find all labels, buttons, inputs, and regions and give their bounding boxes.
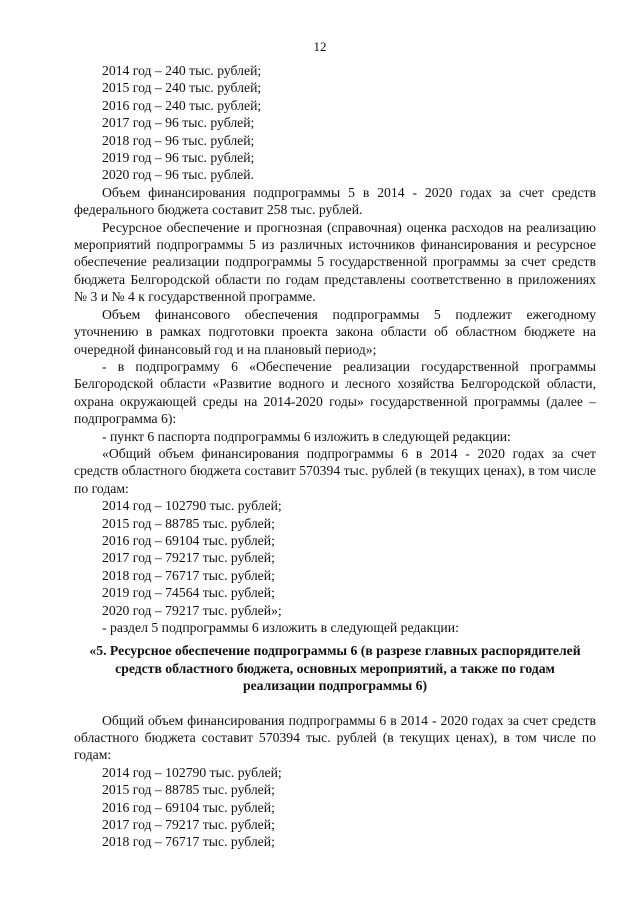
- paragraph-passport-item6: - пункт 6 паспорта подпрограммы 6 изложить в следующей редакции:: [102, 428, 511, 444]
- paragraph-resource-forecast: Ресурсное обеспечение и прогнозная (справочная) оценка расходов на реализацию мероприятий подпрограммы 5 из различных источников финансирования и ресурсное обеспечение реализации подпрограммы 5 государственной программы за счет средств бюджета Белгородской области по годам представлены соответственно в приложениях № 3 и № 4 к государственной программе.: [74, 219, 596, 305]
- page-number: 12: [313, 39, 327, 54]
- year-line: 2019 год – 96 тыс. рублей;: [102, 150, 255, 166]
- year-line: 2017 год – 79217 тыс. рублей;: [102, 550, 275, 566]
- paragraph-federal-funding: Объем финансирования подпрограммы 5 в 2014 - 2020 годах за счет средств федерального бюджета составит 258 тыс. рублей.: [74, 184, 596, 218]
- paragraph-subprogram6-intro: - в подпрограмму 6 «Обеспечение реализации государственной программы Белгородской области «Развитие водного и лесного хозяйства Белгородской области, охрана окружающей среды на 2014-2020 годы» государственной программы (далее – подпрограмма 6):: [74, 358, 596, 427]
- year-line: 2015 год – 88785 тыс. рублей;: [102, 515, 275, 531]
- paragraph-annual-clarification: Объем финансового обеспечения подпрограммы 5 подлежит ежегодному уточнению в рамках подготовки проекта закона области об областном бюджете на очередной финансовый год и на плановый период»;: [74, 306, 596, 357]
- year-line: 2016 год – 69104 тыс. рублей;: [102, 799, 275, 815]
- paragraph-total-funding-quote: «Общий объем финансирования подпрограммы 6 в 2014 - 2020 годах за счет средств областного бюджета составит 570394 тыс. рублей (в текущих ценах), в том числе по годам:: [74, 445, 596, 496]
- year-line: 2014 год – 102790 тыс. рублей;: [102, 764, 282, 780]
- year-line: 2015 год – 88785 тыс. рублей;: [102, 782, 275, 798]
- year-line: 2017 год – 96 тыс. рублей;: [102, 115, 255, 131]
- year-line: 2014 год – 102790 тыс. рублей;: [102, 498, 282, 514]
- year-line: 2020 год – 79217 тыс. рублей»;: [102, 602, 282, 618]
- year-line: 2016 год – 69104 тыс. рублей;: [102, 532, 275, 548]
- spacer: [74, 695, 596, 712]
- document-body: [74, 62, 596, 851]
- year-line: 2018 год – 96 тыс. рублей;: [102, 132, 255, 148]
- year-line: 2019 год – 74564 тыс. рублей;: [102, 585, 275, 601]
- paragraph-section5-intro: - раздел 5 подпрограммы 6 изложить в следующей редакции:: [102, 620, 459, 635]
- section-heading: «5. Ресурсное обеспечение подпрограммы 6 (в разрезе главных распорядителей средств областного бюджета, основных мероприятий, а также по годам реализации подпрограммы 6): [89, 643, 581, 694]
- year-line: 2018 год – 76717 тыс. рублей;: [102, 567, 275, 583]
- paragraph-total-funding-body: Общий объем финансирования подпрограммы 6 в 2014 - 2020 годах за счет средств областного бюджета составит 570394 тыс. рублей (в текущих ценах), в том числе по годам:: [74, 712, 596, 763]
- year-line: 2014 год – 240 тыс. рублей;: [102, 63, 262, 78]
- year-line: 2018 год – 76717 тыс. рублей;: [102, 834, 275, 850]
- year-line: 2016 год – 240 тыс. рублей;: [102, 97, 262, 113]
- year-line: 2017 год – 79217 тыс. рублей;: [102, 817, 275, 833]
- year-line: 2020 год – 96 тыс. рублей.: [102, 167, 254, 183]
- year-line: 2015 год – 240 тыс. рублей;: [102, 80, 262, 96]
